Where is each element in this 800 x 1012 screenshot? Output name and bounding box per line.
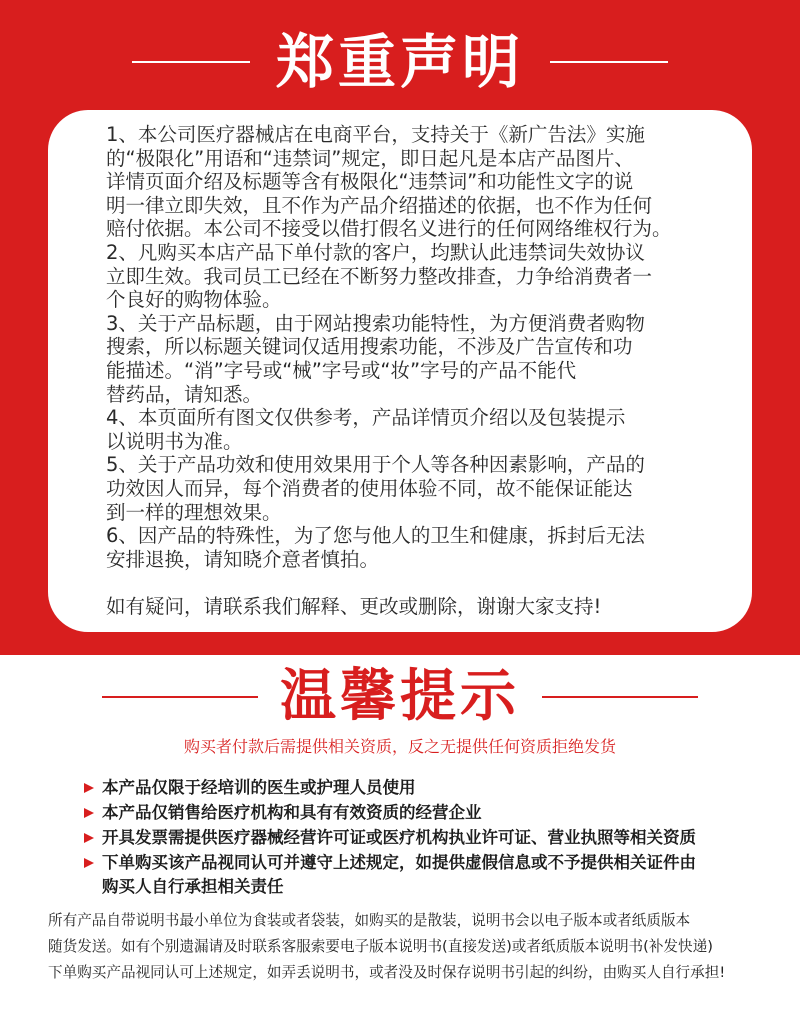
list-item-text: 本产品仅限于经培训的医生或护理人员使用 bbox=[102, 778, 416, 797]
list-item bbox=[84, 826, 764, 850]
title-divider-left bbox=[132, 61, 250, 63]
statement-paragraph-1: 1、本公司医疗器械店在电商平台，支持关于《新广告法》实施 的“极限化”用语和“违禁词”规定，即日起凡是本店产品图片、 详情页面介绍及标题等含有极限化“违禁词”和功能性文字的说 明一律立即失效，且不作为产品介绍描述的依据，也不作为任何 赔付依据。本公司不接受以借打假名义进行的任何网络维权行为。 bbox=[106, 123, 672, 241]
title-divider-right bbox=[550, 61, 668, 63]
list-item bbox=[84, 801, 764, 825]
list-item-text: 本产品仅销售给医疗机构和具有有效资质的经营企业 bbox=[102, 803, 482, 822]
tips-divider-left bbox=[102, 696, 258, 698]
instruction-footnote bbox=[48, 908, 768, 986]
list-item bbox=[84, 776, 764, 800]
contact-note: 如有疑问，请联系我们解释、更改或删除，谢谢大家支持! bbox=[106, 595, 602, 619]
tips-title: 温馨提示 bbox=[280, 664, 520, 729]
statement-paragraph-6: 6、因产品的特殊性，为了您与他人的卫生和健康，拆封后无法 安排退换，请知晓介意者慎拍。 bbox=[106, 524, 645, 571]
statement-paragraph-2: 2、凡购买本店产品下单付款的客户，均默认此违禁词失效协议 立即生效。我司员工已经在不断努力整改排查，力争给消费者一 个良好的购物体验。 bbox=[106, 240, 653, 312]
footnote-line-1: 所有产品自带说明书最小单位为食装或者袋装，如购买的是散装，说明书会以电子版本或者纸质版本 bbox=[48, 912, 691, 929]
triangle-bullet-icon bbox=[84, 808, 94, 818]
tips-header bbox=[0, 660, 800, 734]
triangle-bullet-icon bbox=[84, 833, 94, 843]
list-item-text: 下单购买该产品视同认可并遵守上述规定，如提供虚假信息或不予提供相关证件由 购买人自行承担相关责任 bbox=[102, 853, 696, 896]
statement-card bbox=[48, 110, 752, 632]
tips-subtitle: 购买者付款后需提供相关资质，反之无提供任何资质拒绝发货 bbox=[183, 737, 616, 756]
footnote-line-3: 下单购买产品视同认可上述规定，如弄丢说明书，或者没及时保存说明书引起的纠纷，由购买人自行承担! bbox=[48, 964, 726, 981]
statement-paragraph-4: 4、本页面所有图文仅供参考，产品详情页介绍以及包装提示 以说明书为准。 bbox=[106, 406, 626, 453]
list-item bbox=[84, 851, 764, 899]
statement-header bbox=[0, 22, 800, 102]
footnote-line-2: 随货发送。如有个别遗漏请及时联系客服索要电子版本说明书(直接发送)或者纸质版本说明书(补发快递) bbox=[48, 938, 713, 955]
tips-divider-right bbox=[542, 696, 698, 698]
statement-body bbox=[106, 123, 706, 619]
triangle-bullet-icon bbox=[84, 858, 94, 868]
tips-list bbox=[84, 776, 764, 900]
statement-paragraph-5: 5、关于产品功效和使用效果用于个人等各种因素影响，产品的 功效因人而异，每个消费者的使用体验不同，故不能保证能达 到一样的理想效果。 bbox=[106, 453, 645, 524]
list-item-text: 开具发票需提供医疗器械经营许可证或医疗机构执业许可证、营业执照等相关资质 bbox=[102, 828, 696, 847]
statement-paragraph-3: 3、关于产品标题，由于网站搜索功能特性，为方便消费者购物 搜索，所以标题关键词仅适用搜索功能，不涉及广告宣传和功 能描述。“消”字号或“械”字号或“妆”字号的产品不能代 替药品，请知悉。 bbox=[106, 311, 645, 406]
statement-title: 郑重声明 bbox=[275, 28, 524, 96]
triangle-bullet-icon bbox=[84, 783, 94, 793]
